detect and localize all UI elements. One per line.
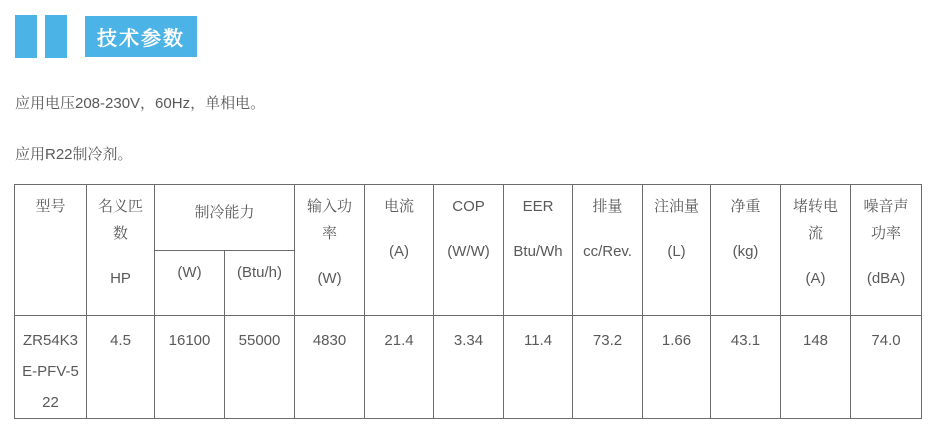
- col-header-eer: [504, 185, 573, 316]
- section-header: [0, 0, 930, 58]
- table-row: [15, 316, 922, 419]
- cell-oil-charge: 1.66: [643, 316, 711, 419]
- col-unit: (Btu/h): [237, 264, 283, 281]
- header-row-top: [15, 185, 922, 251]
- col-unit: (W): [177, 264, 202, 281]
- col-title: 电流: [384, 198, 415, 215]
- decor-square-icon: [45, 15, 67, 58]
- col-header-capacity-w: [155, 251, 225, 316]
- col-header-capacity-btuh: [225, 251, 295, 316]
- cell-input-power: 4830: [295, 316, 365, 419]
- col-title: 堵转电流: [793, 198, 839, 242]
- col-unit: (A): [389, 243, 410, 260]
- cell-model: ZR54K3E-PFV-522: [15, 316, 87, 419]
- cell-capacity-btuh: 55000: [225, 316, 295, 419]
- intro-voltage-line: 应用电压208-230V，60Hz，单相电。: [15, 95, 266, 112]
- col-header-oil-charge: [643, 185, 711, 316]
- col-title: 净重: [730, 198, 761, 215]
- col-title: EER: [522, 198, 554, 215]
- cell-eer: 11.4: [504, 316, 573, 419]
- col-header-noise-sound-power: [851, 185, 922, 316]
- col-header-net-weight: [711, 185, 781, 316]
- col-unit: (L): [667, 243, 686, 260]
- section-title: 技术参数: [97, 28, 185, 50]
- col-header-model: [15, 185, 87, 316]
- col-title: 排量: [592, 198, 623, 215]
- col-title: 名义匹数: [97, 198, 143, 242]
- col-header-locked-rotor-current: [781, 185, 851, 316]
- col-header-nominal-hp: [87, 185, 155, 316]
- cell-capacity-w: 16100: [155, 316, 225, 419]
- cell-locked-rotor-current: 148: [781, 316, 851, 419]
- cell-net-weight: 43.1: [711, 316, 781, 419]
- col-title: 注油量: [654, 198, 700, 215]
- col-title: 输入功率: [307, 198, 353, 242]
- col-header-input-power: [295, 185, 365, 316]
- col-unit: Btu/Wh: [513, 243, 563, 260]
- col-unit: cc/Rev.: [583, 243, 632, 260]
- col-title: 制冷能力: [194, 204, 255, 221]
- decor-square-icon: [15, 15, 37, 58]
- col-unit: (W/W): [447, 243, 490, 260]
- col-title: 噪音声功率: [863, 198, 909, 242]
- col-unit: (W): [317, 270, 342, 287]
- col-header-current: [365, 185, 434, 316]
- section-title-badge: [85, 16, 197, 57]
- cell-cop: 3.34: [434, 316, 504, 419]
- col-title: COP: [452, 198, 485, 215]
- col-unit: (A): [805, 270, 826, 287]
- cell-displacement: 73.2: [573, 316, 643, 419]
- col-unit: (dBA): [866, 270, 906, 287]
- cell-nominal-hp: 4.5: [87, 316, 155, 419]
- col-unit: (kg): [732, 243, 759, 260]
- intro-refrigerant-line: 应用R22制冷剂。: [15, 146, 133, 163]
- col-unit: HP: [110, 270, 131, 287]
- spec-table: [14, 184, 922, 419]
- col-title: 型号: [35, 198, 66, 215]
- col-header-cooling-capacity: [155, 185, 295, 251]
- col-header-cop: [434, 185, 504, 316]
- cell-current: 21.4: [365, 316, 434, 419]
- cell-noise-sound-power: 74.0: [851, 316, 922, 419]
- col-header-displacement: [573, 185, 643, 316]
